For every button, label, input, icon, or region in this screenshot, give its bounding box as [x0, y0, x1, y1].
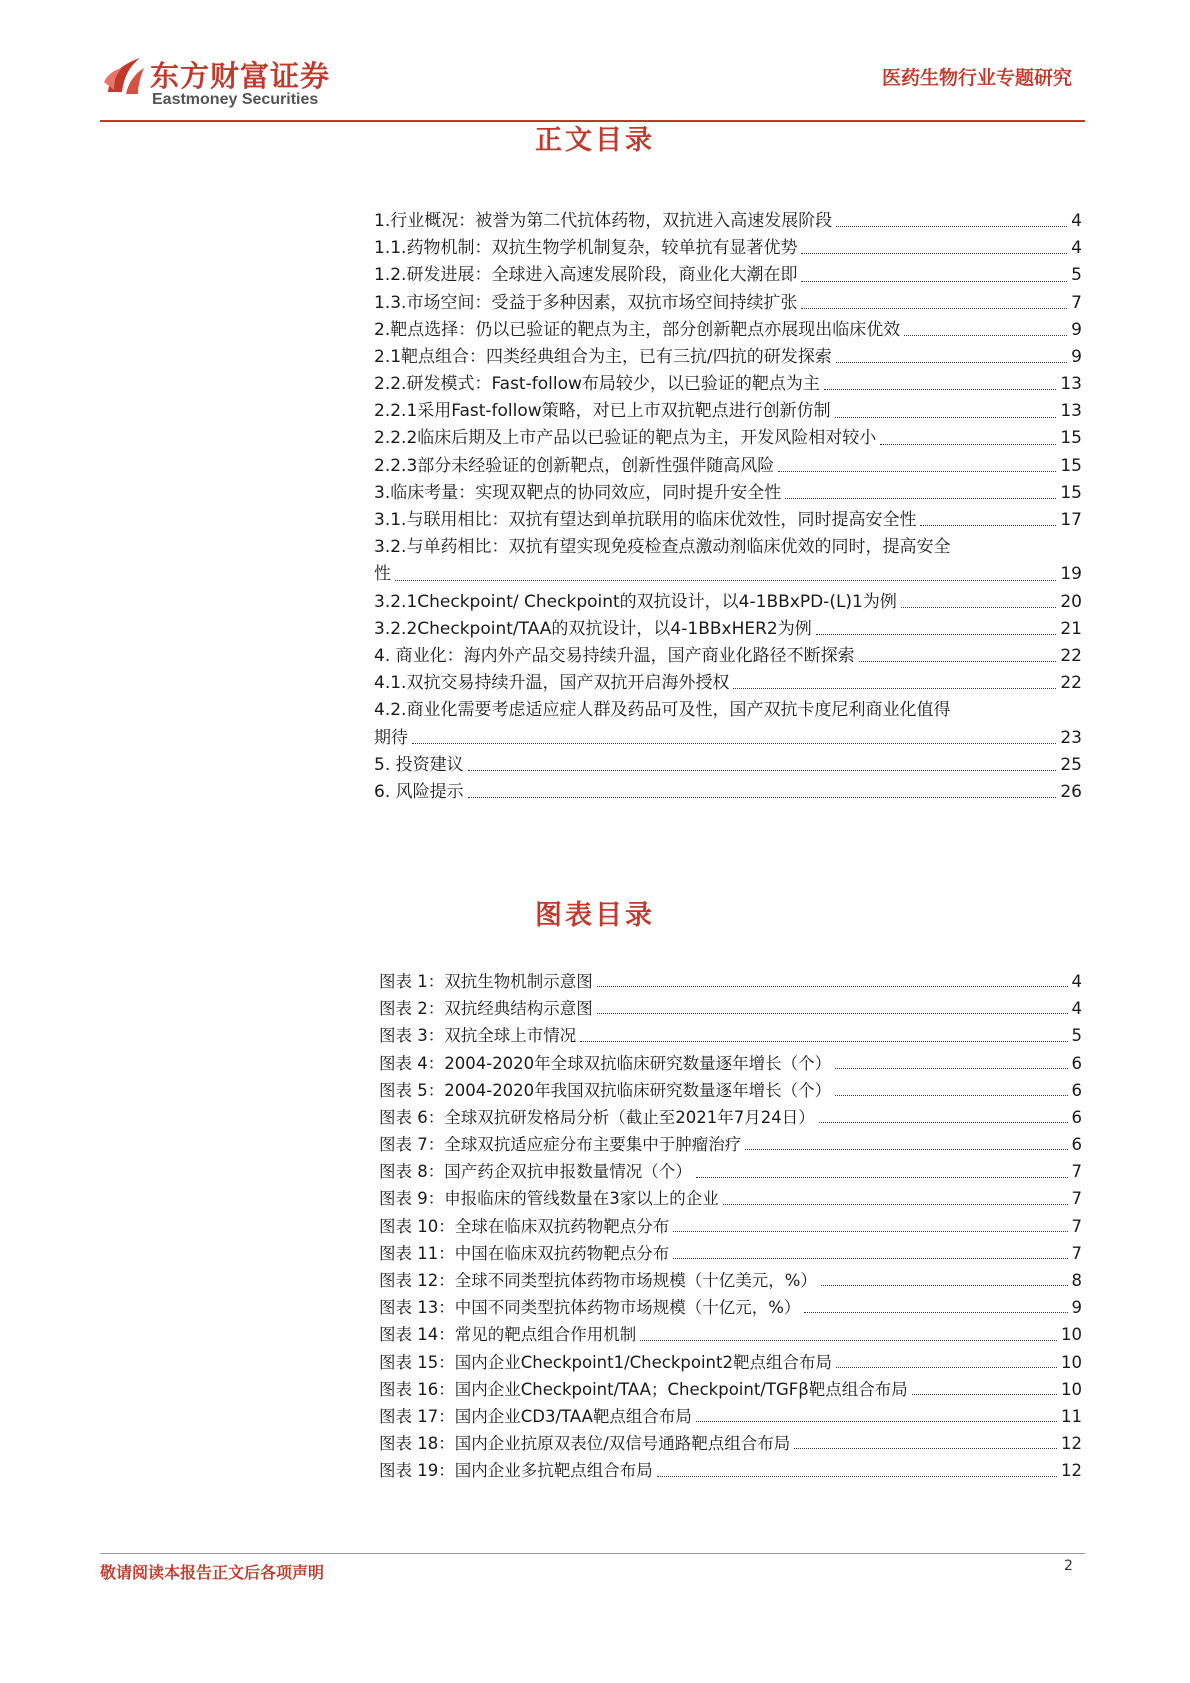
table-of-contents: [374, 208, 1082, 806]
figure-item[interactable]: 图表 14：常见的靶点组合作用机制 10: [379, 1325, 1082, 1345]
toc-item[interactable]: 5. 投资建议 25: [374, 754, 1082, 775]
figure-item[interactable]: 图表 16：国内企业Checkpoint/TAA；Checkpoint/TGFβ靶点组合布局 10: [379, 1379, 1082, 1399]
figure-item[interactable]: 图表 11：中国在临床双抗药物靶点分布 7: [379, 1243, 1082, 1263]
figure-item[interactable]: 图表 3：双抗全球上市情况 5: [379, 1026, 1082, 1046]
figure-item[interactable]: 图表 2：双抗经典结构示意图 4: [379, 999, 1082, 1019]
toc-item[interactable]: 2.2.1采用Fast-follow策略，对已上市双抗靶点进行创新仿制 13: [374, 401, 1082, 422]
figure-item[interactable]: 图表 13：中国不同类型抗体药物市场规模（十亿元，%） 9: [379, 1298, 1082, 1318]
report-type: 医药生物行业专题研究: [881, 67, 1072, 89]
figure-item[interactable]: 图表 1：双抗生物机制示意图 4: [379, 971, 1082, 991]
figure-item[interactable]: 图表 9：申报临床的管线数量在3家以上的企业 7: [379, 1189, 1082, 1209]
toc-item-wrapped[interactable]: 3.2.与单药相比：双抗有望实现免疫检查点激动剂临床优效的同时，提高安全 性 19: [374, 537, 1082, 585]
toc-item[interactable]: 2.靶点选择：仍以已验证的靶点为主，部分创新靶点亦展现出临床优效 9: [374, 319, 1082, 340]
logo-english-name: Eastmoney Securities: [152, 91, 319, 108]
toc-item[interactable]: 3.2.1Checkpoint/ Checkpoint的双抗设计，以4-1BBxPD-(L)1为例 20: [374, 591, 1082, 612]
toc-title: 正文目录: [535, 125, 655, 156]
toc-item[interactable]: 4.1.双抗交易持续升温，国产双抗开启海外授权 22: [374, 673, 1082, 694]
toc-item[interactable]: 3.1.与联用相比：双抗有望达到单抗联用的临床优效性，同时提高安全性 17: [374, 510, 1082, 531]
figure-item[interactable]: 图表 10：全球在临床双抗药物靶点分布 7: [379, 1216, 1082, 1236]
toc-item[interactable]: 2.1靶点组合：四类经典组合为主，已有三抗/四抗的研发探索 9: [374, 346, 1082, 367]
eastmoney-logo-icon: [100, 52, 148, 100]
figure-item[interactable]: 图表 18：国内企业抗原双表位/双信号通路靶点组合布局 12: [379, 1434, 1082, 1454]
toc-item[interactable]: 2.2.研发模式：Fast-follow布局较少，以已验证的靶点为主 13: [374, 374, 1082, 395]
toc-item[interactable]: 1.3.市场空间：受益于多种因素，双抗市场空间持续扩张 7: [374, 292, 1082, 313]
toc-item[interactable]: 2.2.3部分未经验证的创新靶点，创新性强伴随高风险 15: [374, 455, 1082, 476]
footer-disclaimer: 敬请阅读本报告正文后各项声明: [100, 1563, 325, 1582]
figure-item[interactable]: 图表 8：国产药企双抗申报数量情况（个） 7: [379, 1162, 1082, 1182]
toc-item-wrapped[interactable]: 4.2.商业化需要考虑适应症人群及药品可及性，国产双抗卡度尼利商业化值得 期待 23: [374, 700, 1082, 748]
logo-chinese-name: 东方财富证券: [150, 59, 331, 93]
figures-title: 图表目录: [535, 900, 655, 931]
figure-item[interactable]: 图表 17：国内企业CD3/TAA靶点组合布局 11: [379, 1406, 1082, 1426]
toc-item[interactable]: 6. 风险提示 26: [374, 781, 1082, 802]
figure-item[interactable]: 图表 19：国内企业多抗靶点组合布局 12: [379, 1461, 1082, 1481]
figure-item[interactable]: 图表 5：2004-2020年我国双抗临床研究数量逐年增长（个） 6: [379, 1080, 1082, 1100]
figure-item[interactable]: 图表 6：全球双抗研发格局分析（截止至2021年7月24日） 6: [379, 1107, 1082, 1127]
footer-divider: [100, 1553, 1085, 1554]
page-header: [0, 0, 1190, 125]
toc-item[interactable]: 1.行业概况：被誉为第二代抗体药物，双抗进入高速发展阶段 4: [374, 210, 1082, 231]
toc-item[interactable]: 4. 商业化：海内外产品交易持续升温，国产商业化路径不断探索 22: [374, 645, 1082, 666]
figure-item[interactable]: 图表 4：2004-2020年全球双抗临床研究数量逐年增长（个） 6: [379, 1053, 1082, 1073]
figure-item[interactable]: 图表 15：国内企业Checkpoint1/Checkpoint2靶点组合布局 10: [379, 1352, 1082, 1372]
list-of-figures: [379, 968, 1082, 1485]
toc-item[interactable]: 2.2.2临床后期及上市产品以已验证的靶点为主，开发风险相对较小 15: [374, 428, 1082, 449]
page-number: 2: [1064, 1558, 1073, 1574]
figure-item[interactable]: 图表 12：全球不同类型抗体药物市场规模（十亿美元，%） 8: [379, 1271, 1082, 1291]
toc-item[interactable]: 1.2.研发进展：全球进入高速发展阶段，商业化大潮在即 5: [374, 265, 1082, 286]
toc-item[interactable]: 3.2.2Checkpoint/TAA的双抗设计，以4-1BBxHER2为例 21: [374, 618, 1082, 639]
toc-item[interactable]: 1.1.药物机制：双抗生物学机制复杂，较单抗有显著优势 4: [374, 238, 1082, 259]
toc-item[interactable]: 3.临床考量：实现双靶点的协同效应，同时提升安全性 15: [374, 482, 1082, 503]
figure-item[interactable]: 图表 7：全球双抗适应症分布主要集中于肿瘤治疗 6: [379, 1135, 1082, 1155]
